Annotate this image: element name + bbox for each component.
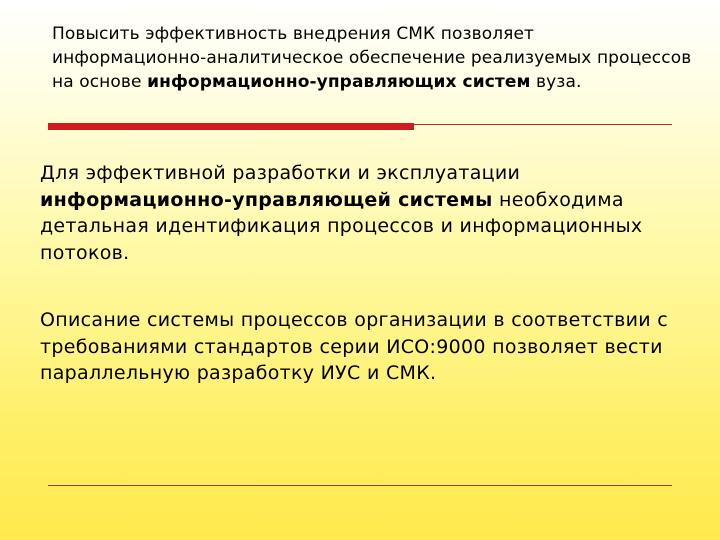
body-paragraph-2 [40, 307, 680, 387]
body-paragraph-1 [40, 160, 680, 266]
paragraph-2-text: Описание системы процессов организации в соответствии с требованиями стандартов серии ИСО:9000 позволяет вести параллельную разработку ИУС и СМК. [40, 309, 669, 384]
slide-title-text-start: Повысить эффективность внедрения СМК позволяет информационно-аналитическое обеспечение реализуемых процессов на основе [52, 24, 692, 92]
title-accent-bar [48, 123, 414, 130]
paragraph-1-text-start: Для эффективной разработки и эксплуатации [40, 162, 521, 184]
footer-rule [48, 485, 672, 486]
slide-title-bold-term: информационно-управляющих систем [147, 72, 531, 92]
paragraph-1-bold-term: информационно-управляющей системы [40, 188, 493, 211]
slide-title-text-end: вуза. [530, 72, 582, 92]
paragraph-1-text-end: необходима детальная идентификация процессов и информационных потоков. [40, 188, 643, 264]
slide-title [52, 22, 692, 94]
